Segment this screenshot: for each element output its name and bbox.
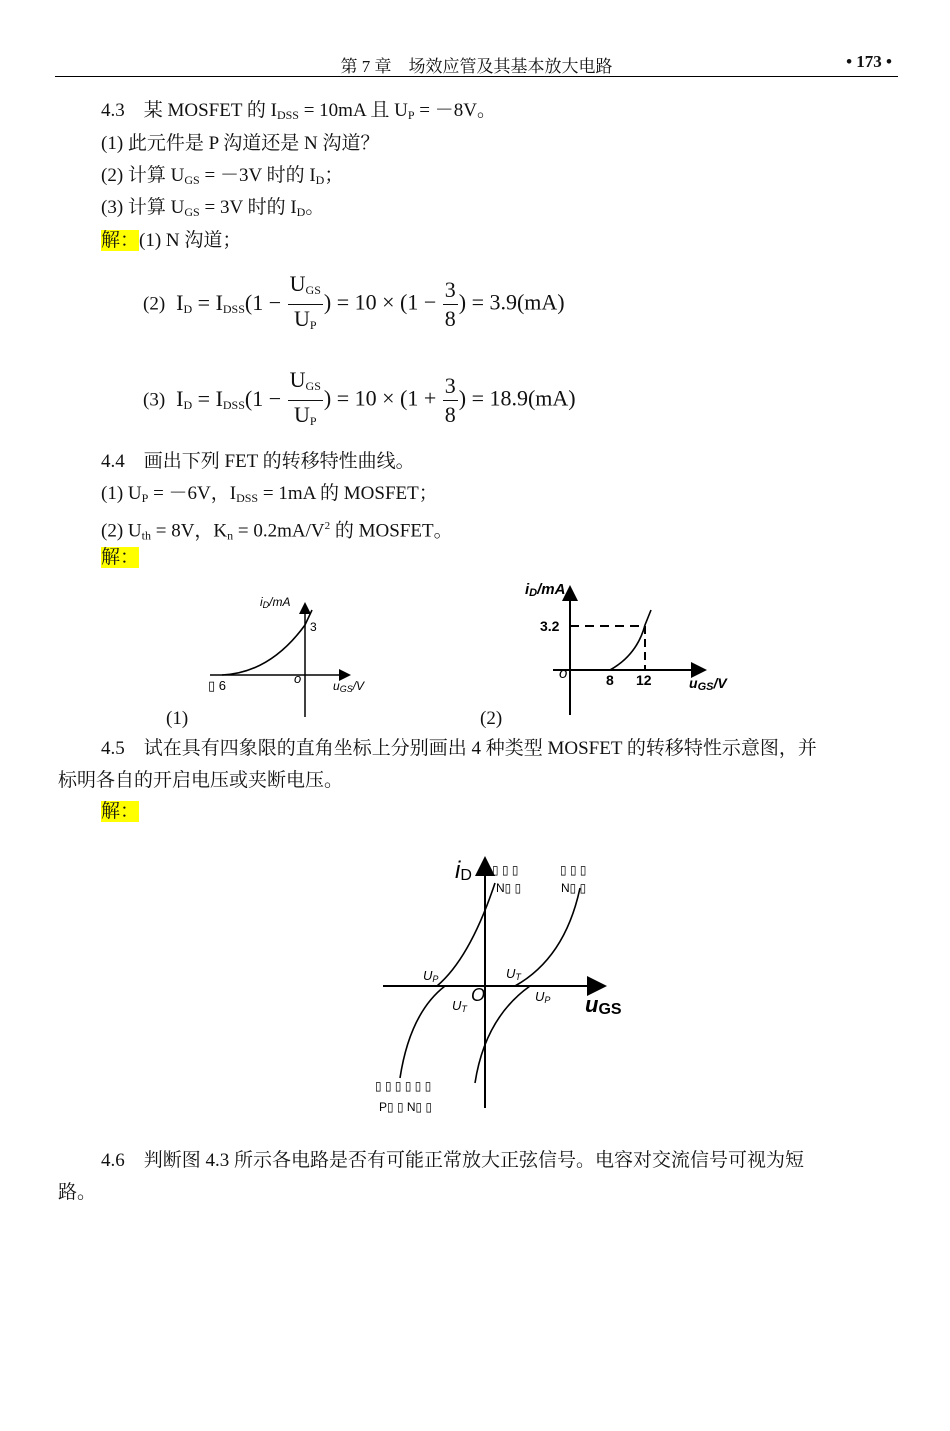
answer-1: (1) N 沟道； [139, 230, 242, 251]
equation-rhs: ) = 18.9(mA) [458, 385, 576, 411]
ut-label-left: UT [452, 998, 467, 1014]
equation-3 [143, 366, 576, 435]
x-label: uGS/V [333, 679, 365, 694]
up-label-left: UP [423, 968, 439, 984]
problem-4-3-q2: (2) 计算 $U_{GS} = -3V$ 时的 $I_D$； [101, 165, 344, 187]
problem-4-4-q2: (2) $U_{th} = 8V$，$K_n = 0.2mA/V^2$ 的 MOSFET。 [101, 520, 453, 543]
equation-label: (3) [143, 389, 166, 411]
page-header [55, 52, 898, 77]
label-top-right-1: ▯ ▯ ▯ [560, 863, 587, 877]
fraction: $\frac{U_{GS}}{U_P}$ [289, 271, 321, 332]
origin: O [471, 985, 486, 1005]
figure-1-transfer-curve [200, 585, 380, 720]
problem-4-4-q1: (1) $U_P = -6V$，$I_{DSS} = 1mA$ 的 MOSFET； [101, 483, 438, 505]
up-label-right: UP [535, 989, 551, 1005]
equation-label: (2) [143, 293, 166, 315]
y-label: iD/mA [260, 595, 291, 610]
figure-1-caption: (1) [166, 708, 189, 729]
origin: o [294, 671, 302, 686]
problem-4-5-title: 4.5 试在具有四象限的直角坐标上分别画出 4 种类型 MOSFET 的转移特性示意图，并 [101, 738, 817, 759]
answer-label: 解： [101, 230, 140, 251]
problem-4-3-title: 4.3 某 MOSFET 的 $I_{DSS} = 10mA$ 且 $U_P = -8V$。 [101, 100, 496, 122]
label-top-left-1: ▯ ▯ ▯ [492, 863, 519, 877]
fraction: $\frac{3}{8}$ [444, 277, 456, 331]
equation-lhs: $I_D = I_{DSS}(1$ − [176, 385, 282, 412]
y-label: iD [455, 857, 472, 884]
problem-4-5-title-cont: 标明各自的开启电压或夹断电压。 [58, 770, 344, 791]
problem-4-6-title-cont: 路。 [58, 1182, 97, 1203]
problem-4-4-answer [101, 546, 139, 570]
transfer-curve [222, 610, 312, 675]
tick-y: 3.2 [540, 618, 560, 634]
problem-4-6-title: 4.6 判断图 4.3 所示各电路是否有可能正常放大正弦信号。电容对交流信号可视为短 [101, 1150, 805, 1171]
figure-4-5-four-quadrant [375, 848, 640, 1113]
problem-4-3-q1: (1) 此元件是 P 沟道还是 N 沟道？ [101, 133, 380, 154]
tick-x-2: 12 [636, 672, 652, 688]
answer-label: 解： [101, 801, 140, 822]
problem-4-3-q3: (3) 计算 $U_{GS} = 3V$ 时的 $I_D$。 [101, 197, 325, 219]
label-top-right-2: N▯ ▯ [561, 881, 587, 895]
tick-x: ▯ 6 [208, 678, 226, 693]
problem-4-5-answer [101, 800, 139, 824]
label-top-left-2: N▯ ▯ [496, 881, 522, 895]
problem-4-3-answer [101, 229, 241, 253]
tick-y: 3 [310, 620, 317, 634]
curve-n-enhancement [515, 888, 580, 986]
curve-n-depletion [437, 883, 495, 986]
problem-4-4-title: 4.4 画出下列 FET 的转移特性曲线。 [101, 451, 415, 472]
figure-2-transfer-curve [525, 575, 740, 717]
figure-2-caption: (2) [480, 708, 503, 729]
equation-lhs: $I_D = I_{DSS}(1$ − [176, 289, 282, 316]
chapter-title: 第 7 章 场效应管及其基本放大电路 [340, 57, 613, 76]
curve-p-enhancement [400, 986, 445, 1078]
label-bottom-1: ▯ ▯ ▯ ▯ ▯ ▯ [375, 1079, 432, 1093]
x-label: uGS/V [689, 675, 727, 693]
x-label: uGS [585, 992, 622, 1018]
fraction: $\frac{3}{8}$ [444, 373, 456, 427]
origin: o [559, 665, 568, 682]
answer-label: 解： [101, 547, 140, 568]
tick-x-1: 8 [606, 672, 614, 688]
ut-label-right: UT [506, 966, 521, 982]
fraction: $\frac{U_{GS}}{U_P}$ [289, 367, 321, 428]
label-bottom-2: P▯ ▯ N▯ ▯ [379, 1100, 433, 1113]
equation-mid: ) = 10 × (1 + [323, 385, 437, 411]
y-label: iD/mA [525, 581, 566, 599]
equation-mid: ) = 10 × (1 − [323, 289, 437, 315]
equation-2 [143, 270, 565, 339]
page-number: • 173 • [846, 52, 892, 71]
equation-rhs: ) = 3.9(mA) [458, 289, 565, 315]
